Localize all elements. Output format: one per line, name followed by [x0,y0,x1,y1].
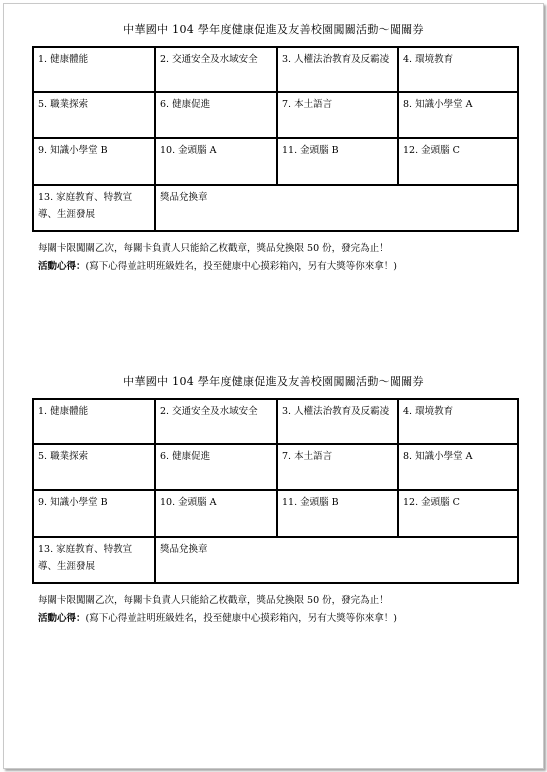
station-cell: 10. 金頭腦 A [155,490,277,537]
station-cell: 2. 交通安全及水域安全 [155,47,277,92]
station-grid [32,46,519,232]
ticket-title: 中華國中 104 學年度健康促進及友善校園闖關活動～闖關券 [123,375,424,388]
station-cell: 1. 健康體能 [33,399,155,444]
station-cell: 8. 知識小學堂 A [398,444,518,490]
station-cell-13: 13. 家庭教育、特教宣導、生涯發展 [33,185,155,231]
station-cell: 11. 金頭腦 B [277,138,398,185]
station-cell: 10. 金頭腦 A [155,138,277,185]
station-cell: 9. 知識小學堂 B [33,490,155,537]
station-grid [32,398,519,584]
ticket-notes [38,240,397,276]
station-cell: 1. 健康體能 [33,47,155,92]
station-cell: 11. 金頭腦 B [277,490,398,537]
station-cell: 4. 環境教育 [398,399,518,444]
station-cell: 7. 本土語言 [277,92,398,138]
ticket-title: 中華國中 104 學年度健康促進及友善校園闖關活動～闖關券 [123,23,424,36]
heart-text: (寫下心得並註明班級姓名，投至健康中心摸彩箱內，另有大獎等你來拿！) [85,261,397,272]
station-cell: 6. 健康促進 [155,444,277,490]
heart-line [38,610,397,628]
station-cell: 9. 知識小學堂 B [33,138,155,185]
rule-line: 每關卡限闖關乙次，每關卡負責人只能給乙枚戳章，獎品兌換限 50 份，發完為止！ [38,595,389,606]
heart-label: 活動心得： [38,261,86,272]
station-cell: 4. 環境教育 [398,47,518,92]
station-cell: 8. 知識小學堂 A [398,92,518,138]
heart-text: (寫下心得並註明班級姓名，投至健康中心摸彩箱內，另有大獎等你來拿！) [85,613,397,624]
station-cell: 12. 金頭腦 C [398,490,518,537]
station-cell: 7. 本土語言 [277,444,398,490]
prize-stamp-cell: 獎品兌換章 [155,537,518,583]
station-cell: 3. 人權法治教育及反霸凌 [277,47,398,92]
station-cell: 12. 金頭腦 C [398,138,518,185]
station-cell: 3. 人權法治教育及反霸凌 [277,399,398,444]
station-cell: 5. 職業探索 [33,444,155,490]
station-cell: 2. 交通安全及水域安全 [155,399,277,444]
station-cell-13: 13. 家庭教育、特教宣導、生涯發展 [33,537,155,583]
station-cell: 5. 職業探索 [33,92,155,138]
heart-line [38,258,397,276]
rule-line: 每關卡限闖關乙次，每關卡負責人只能給乙枚戳章，獎品兌換限 50 份，發完為止！ [38,243,389,254]
ticket-notes [38,592,397,628]
heart-label: 活動心得： [38,613,86,624]
station-cell: 6. 健康促進 [155,92,277,138]
prize-stamp-cell: 獎品兌換章 [155,185,518,231]
